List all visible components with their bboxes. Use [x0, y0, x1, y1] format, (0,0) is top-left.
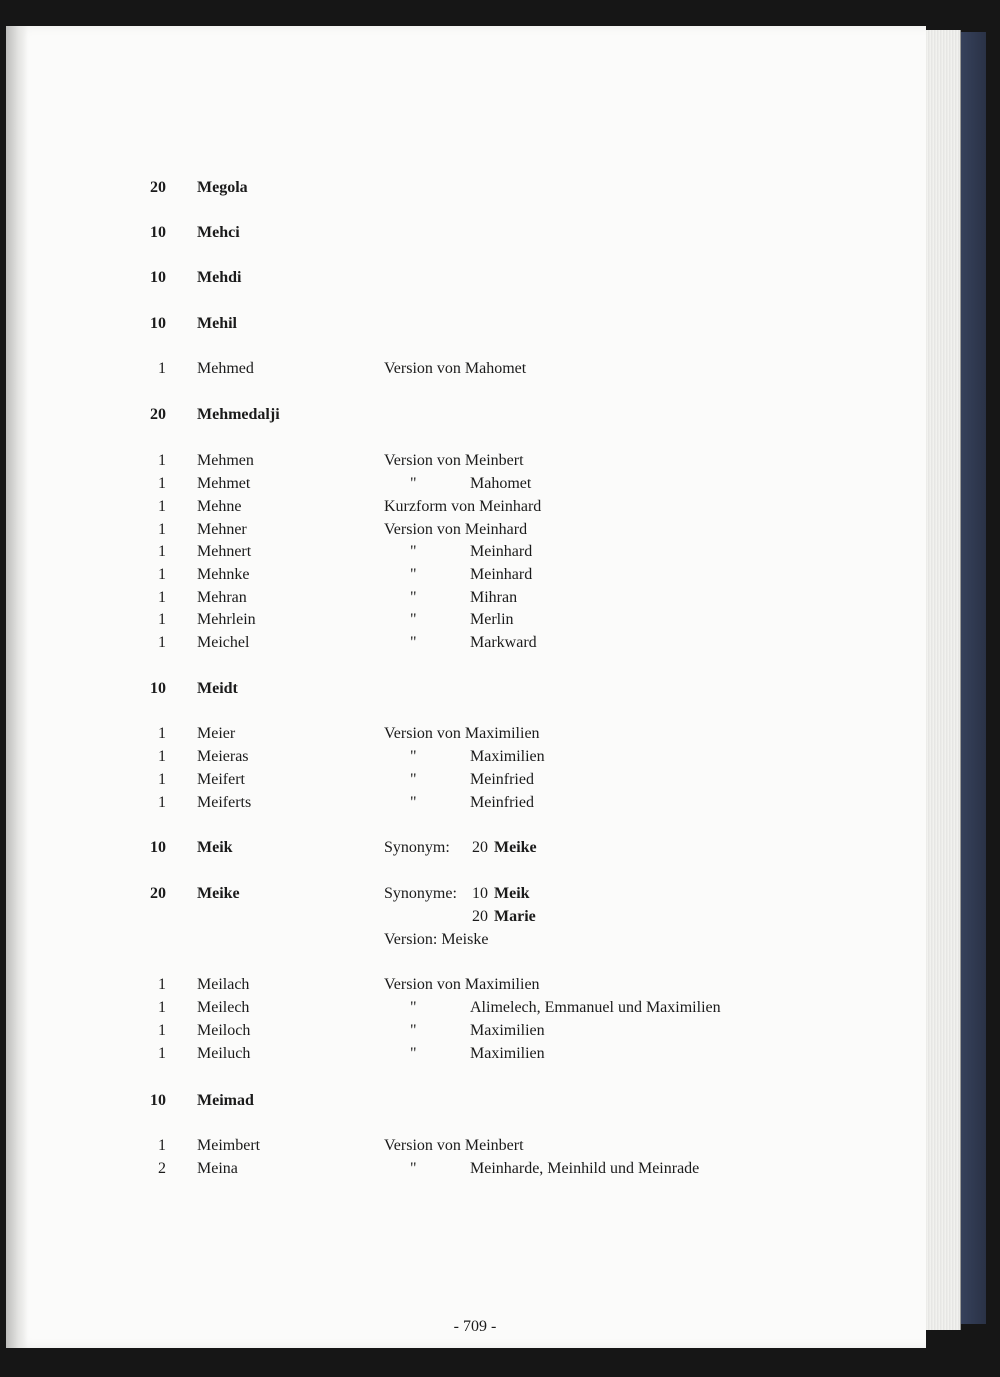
entry-name: Meifert — [197, 771, 245, 788]
ditto-mark: " — [410, 1045, 417, 1062]
entry-number: 1 — [158, 566, 166, 583]
entry-name: Meidt — [197, 680, 238, 697]
entry-name: Mehdi — [197, 269, 242, 286]
entry-number: 1 — [158, 543, 166, 560]
entry-row — [0, 1021, 1000, 1041]
synonym-name: Marie — [494, 908, 536, 925]
entry-number: 1 — [158, 976, 166, 993]
entry-name: Mehmet — [197, 475, 251, 492]
entry-row — [0, 314, 1000, 334]
entry-name: Meike — [197, 885, 240, 902]
synonym-number: 10 — [472, 885, 488, 902]
entry-description: Kurzform von Meinhard — [384, 498, 542, 515]
entry-row — [0, 474, 1000, 494]
entry-name: Mehrlein — [197, 611, 256, 628]
entry-description: Version von Maximilien — [384, 976, 540, 993]
entry-row — [0, 223, 1000, 243]
entry-number: 1 — [158, 498, 166, 515]
entry-row — [0, 497, 1000, 517]
entry-row-continuation — [0, 930, 1000, 950]
synonym-number: 20 — [472, 839, 488, 856]
entry-name: Mehmen — [197, 452, 254, 469]
entry-number: 2 — [158, 1160, 166, 1177]
entry-number: 20 — [150, 406, 166, 423]
entry-row — [0, 610, 1000, 630]
entry-name: Mehner — [197, 521, 247, 538]
entry-number: 1 — [158, 634, 166, 651]
entry-number: 1 — [158, 452, 166, 469]
entry-number: 10 — [150, 269, 166, 286]
synonym-name: Meike — [494, 839, 537, 856]
entry-name: Mehmedalji — [197, 406, 280, 423]
entry-name: Meilech — [197, 999, 250, 1016]
entry-row — [0, 268, 1000, 288]
entry-row — [0, 1159, 1000, 1179]
entry-description: Version von Meinhard — [384, 521, 528, 538]
entry-name: Meina — [197, 1160, 238, 1177]
entry-description: Version von Meinbert — [384, 1137, 524, 1154]
entry-reference: Maximilien — [470, 1022, 545, 1039]
entry-row — [0, 884, 1000, 904]
entry-reference: Meinfried — [470, 771, 534, 788]
entry-name: Mehnke — [197, 566, 250, 583]
entry-row — [0, 520, 1000, 540]
entry-number: 1 — [158, 611, 166, 628]
entry-number: 10 — [150, 680, 166, 697]
entry-number: 10 — [150, 224, 166, 241]
entry-number: 1 — [158, 725, 166, 742]
entry-number: 1 — [158, 748, 166, 765]
synonym-label: Synonyme: — [384, 885, 457, 902]
entry-reference: Mahomet — [470, 475, 532, 492]
entry-row — [0, 793, 1000, 813]
entry-reference: Meinhard — [470, 543, 533, 560]
entry-row-continuation — [0, 907, 1000, 927]
entry-row — [0, 542, 1000, 562]
entry-name: Mehmed — [197, 360, 254, 377]
entry-row — [0, 1136, 1000, 1156]
ditto-mark: " — [410, 566, 417, 583]
entry-name: Meiferts — [197, 794, 252, 811]
entry-reference: Alimelech, Emmanuel und Maximilien — [470, 999, 721, 1016]
entry-row — [0, 359, 1000, 379]
ditto-mark: " — [410, 748, 417, 765]
ditto-mark: " — [410, 1022, 417, 1039]
entry-row — [0, 770, 1000, 790]
page-number: - 709 - — [453, 1318, 497, 1335]
entry-name: Meik — [197, 839, 233, 856]
entry-name: Meiluch — [197, 1045, 251, 1062]
entry-number: 10 — [150, 839, 166, 856]
entry-name: Meieras — [197, 748, 249, 765]
entry-number: 1 — [158, 771, 166, 788]
entry-name: Mehnert — [197, 543, 252, 560]
entry-name: Meichel — [197, 634, 250, 651]
synonym-label: Synonym: — [384, 839, 450, 856]
entry-name: Meier — [197, 725, 236, 742]
ditto-mark: " — [410, 1160, 417, 1177]
entry-name: Mehil — [197, 315, 237, 332]
entry-row — [0, 588, 1000, 608]
entry-number: 1 — [158, 1137, 166, 1154]
entry-reference: Meinharde, Meinhild und Meinrade — [470, 1160, 700, 1177]
entry-number: 10 — [150, 1092, 166, 1109]
entry-version: Version: Meiske — [384, 931, 489, 948]
entry-row — [0, 565, 1000, 585]
entry-reference: Maximilien — [470, 1045, 545, 1062]
ditto-mark: " — [410, 794, 417, 811]
entry-reference: Maximilien — [470, 748, 545, 765]
ditto-mark: " — [410, 475, 417, 492]
entry-number: 10 — [150, 315, 166, 332]
entry-name: Mehran — [197, 589, 247, 606]
entry-row — [0, 451, 1000, 471]
entry-row — [0, 405, 1000, 425]
entry-row — [0, 975, 1000, 995]
synonym-name: Meik — [494, 885, 530, 902]
entry-name: Meimbert — [197, 1137, 261, 1154]
entry-row — [0, 633, 1000, 653]
entry-row — [0, 838, 1000, 858]
entry-name: Meilach — [197, 976, 250, 993]
entry-name: Mehne — [197, 498, 242, 515]
entry-reference: Merlin — [470, 611, 514, 628]
entry-reference: Markward — [470, 634, 537, 651]
entry-row — [0, 1091, 1000, 1111]
synonym-number: 20 — [472, 908, 488, 925]
entry-row — [0, 724, 1000, 744]
entry-description: Version von Maximilien — [384, 725, 540, 742]
ditto-mark: " — [410, 543, 417, 560]
entry-name: Megola — [197, 179, 248, 196]
entry-number: 1 — [158, 794, 166, 811]
ditto-mark: " — [410, 771, 417, 788]
entry-reference: Meinfried — [470, 794, 534, 811]
entry-row — [0, 1044, 1000, 1064]
entry-number: 20 — [150, 885, 166, 902]
entry-number: 1 — [158, 999, 166, 1016]
entry-description: Version von Meinbert — [384, 452, 524, 469]
entry-row — [0, 178, 1000, 198]
entry-row — [0, 747, 1000, 767]
entry-row — [0, 998, 1000, 1018]
entry-number: 1 — [158, 1022, 166, 1039]
entry-description: Version von Mahomet — [384, 360, 527, 377]
ditto-mark: " — [410, 589, 417, 606]
entry-reference: Mihran — [470, 589, 518, 606]
entry-number: 20 — [150, 179, 166, 196]
entry-number: 1 — [158, 1045, 166, 1062]
entry-number: 1 — [158, 589, 166, 606]
entry-number: 1 — [158, 475, 166, 492]
ditto-mark: " — [410, 611, 417, 628]
ditto-mark: " — [410, 999, 417, 1016]
entry-name: Mehci — [197, 224, 240, 241]
entry-number: 1 — [158, 521, 166, 538]
entry-number: 1 — [158, 360, 166, 377]
ditto-mark: " — [410, 634, 417, 651]
entry-name: Meiloch — [197, 1022, 251, 1039]
entry-reference: Meinhard — [470, 566, 533, 583]
entry-name: Meimad — [197, 1092, 254, 1109]
entry-row — [0, 679, 1000, 699]
